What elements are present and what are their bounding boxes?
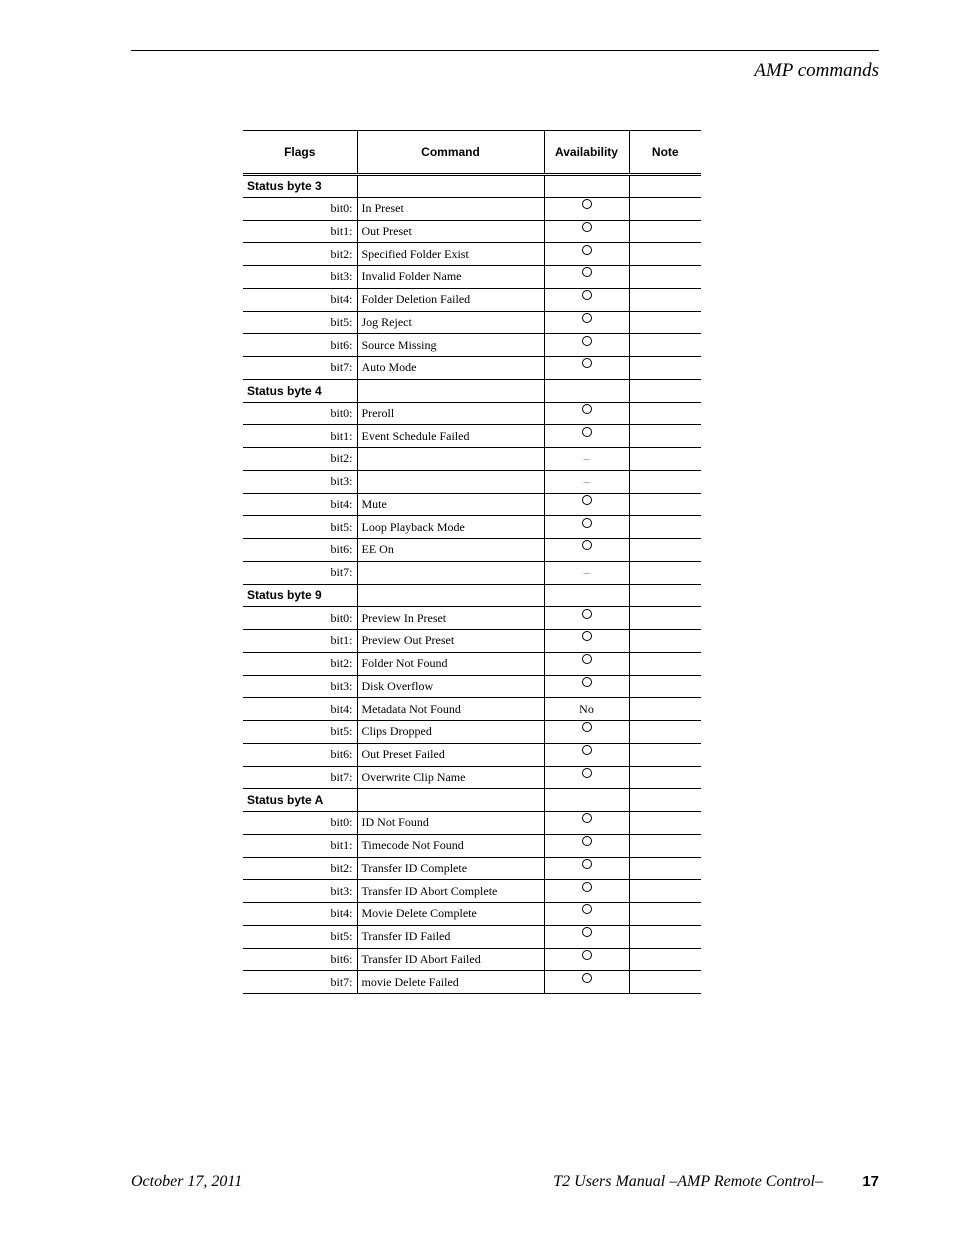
section-label: Status byte 4 <box>243 379 357 402</box>
command-cell: Movie Delete Complete <box>357 903 544 926</box>
command-cell: Out Preset Failed <box>357 743 544 766</box>
table-row <box>243 812 701 835</box>
command-cell: In Preset <box>357 197 544 220</box>
section-row <box>243 789 701 812</box>
table-row <box>243 266 701 289</box>
note-cell <box>629 675 701 698</box>
availability-cell <box>544 197 629 220</box>
table-row <box>243 766 701 789</box>
availability-cell <box>544 584 629 607</box>
table-row <box>243 675 701 698</box>
command-cell: Mute <box>357 493 544 516</box>
availability-cell <box>544 334 629 357</box>
command-cell: Transfer ID Complete <box>357 857 544 880</box>
flag-cell: bit5: <box>243 311 357 334</box>
command-cell: Source Missing <box>357 334 544 357</box>
command-cell <box>357 175 544 198</box>
availability-cell <box>544 288 629 311</box>
availability-cell <box>544 903 629 926</box>
column-header-note: Note <box>629 131 701 175</box>
command-cell: movie Delete Failed <box>357 971 544 994</box>
column-header-flags: Flags <box>243 131 357 175</box>
availability-cell <box>544 675 629 698</box>
table-row <box>243 925 701 948</box>
table-row <box>243 857 701 880</box>
availability-cell <box>544 561 629 584</box>
table-row <box>243 903 701 926</box>
command-cell: Clips Dropped <box>357 721 544 744</box>
availability-cell <box>544 311 629 334</box>
flag-cell: bit4: <box>243 698 357 721</box>
availability-cell <box>544 721 629 744</box>
available-circle-icon <box>582 722 592 732</box>
note-cell <box>629 812 701 835</box>
command-cell: Auto Mode <box>357 357 544 380</box>
flag-cell: bit3: <box>243 266 357 289</box>
table-body <box>243 175 701 994</box>
available-circle-icon <box>582 904 592 914</box>
available-circle-icon <box>582 859 592 869</box>
availability-cell <box>544 379 629 402</box>
flag-cell: bit7: <box>243 766 357 789</box>
header-rule <box>131 50 879 51</box>
column-header-command: Command <box>357 131 544 175</box>
footer-page-number: 17 <box>862 1173 879 1190</box>
flag-cell: bit6: <box>243 948 357 971</box>
note-cell <box>629 948 701 971</box>
availability-cell <box>544 607 629 630</box>
note-cell <box>629 766 701 789</box>
available-circle-icon <box>582 745 592 755</box>
footer-date: October 17, 2011 <box>131 1173 243 1190</box>
availability-cell <box>544 698 629 721</box>
flag-cell: bit3: <box>243 470 357 493</box>
table-row <box>243 539 701 562</box>
note-cell <box>629 197 701 220</box>
available-circle-icon <box>582 290 592 300</box>
availability-cell <box>544 470 629 493</box>
note-cell <box>629 516 701 539</box>
availability-cell <box>544 493 629 516</box>
note-cell <box>629 288 701 311</box>
section-row <box>243 175 701 198</box>
available-circle-icon <box>582 654 592 664</box>
flag-cell: bit2: <box>243 652 357 675</box>
section-row <box>243 379 701 402</box>
command-cell <box>357 789 544 812</box>
available-circle-icon <box>582 973 592 983</box>
available-circle-icon <box>582 245 592 255</box>
availability-cell <box>544 357 629 380</box>
command-cell: Timecode Not Found <box>357 834 544 857</box>
note-cell <box>629 880 701 903</box>
available-circle-icon <box>582 540 592 550</box>
availability-cell <box>544 880 629 903</box>
command-cell <box>357 470 544 493</box>
command-cell: Preview In Preset <box>357 607 544 630</box>
flag-cell: bit0: <box>243 402 357 425</box>
available-circle-icon <box>582 609 592 619</box>
table-row <box>243 698 701 721</box>
command-cell: Invalid Folder Name <box>357 266 544 289</box>
table-row <box>243 834 701 857</box>
availability-cell <box>544 266 629 289</box>
command-cell: ID Not Found <box>357 812 544 835</box>
availability-text: – <box>583 451 590 466</box>
available-circle-icon <box>582 427 592 437</box>
flag-cell: bit7: <box>243 357 357 380</box>
command-cell <box>357 448 544 471</box>
table-row <box>243 652 701 675</box>
note-cell <box>629 357 701 380</box>
availability-cell <box>544 971 629 994</box>
available-circle-icon <box>582 358 592 368</box>
command-cell: Loop Playback Mode <box>357 516 544 539</box>
note-cell <box>629 470 701 493</box>
available-circle-icon <box>582 404 592 414</box>
command-cell <box>357 584 544 607</box>
note-cell <box>629 584 701 607</box>
note-cell <box>629 652 701 675</box>
note-cell <box>629 379 701 402</box>
flag-cell: bit6: <box>243 334 357 357</box>
command-cell: Disk Overflow <box>357 675 544 698</box>
flag-cell: bit1: <box>243 220 357 243</box>
flag-cell: bit6: <box>243 743 357 766</box>
flag-cell: bit2: <box>243 243 357 266</box>
command-cell: Event Schedule Failed <box>357 425 544 448</box>
section-label: Status byte A <box>243 789 357 812</box>
available-circle-icon <box>582 313 592 323</box>
note-cell <box>629 721 701 744</box>
note-cell <box>629 834 701 857</box>
flag-cell: bit3: <box>243 880 357 903</box>
availability-cell <box>544 652 629 675</box>
availability-cell <box>544 220 629 243</box>
availability-cell <box>544 243 629 266</box>
availability-cell <box>544 175 629 198</box>
note-cell <box>629 220 701 243</box>
flag-cell: bit1: <box>243 425 357 448</box>
command-cell: Preview Out Preset <box>357 630 544 653</box>
table-row <box>243 357 701 380</box>
flag-cell: bit3: <box>243 675 357 698</box>
table-row <box>243 493 701 516</box>
section-label: Status byte 3 <box>243 175 357 198</box>
available-circle-icon <box>582 495 592 505</box>
table-row <box>243 561 701 584</box>
table-row <box>243 470 701 493</box>
available-circle-icon <box>582 927 592 937</box>
page-header-title: AMP commands <box>754 60 879 81</box>
available-circle-icon <box>582 199 592 209</box>
table-row <box>243 880 701 903</box>
note-cell <box>629 448 701 471</box>
note-cell <box>629 607 701 630</box>
footer-manual-title: T2 Users Manual –AMP Remote Control– <box>553 1173 823 1190</box>
table-row <box>243 971 701 994</box>
amp-status-table-container <box>243 130 701 994</box>
available-circle-icon <box>582 631 592 641</box>
table-row <box>243 288 701 311</box>
section-label: Status byte 9 <box>243 584 357 607</box>
section-row <box>243 584 701 607</box>
flag-cell: bit4: <box>243 903 357 926</box>
available-circle-icon <box>582 836 592 846</box>
note-cell <box>629 743 701 766</box>
availability-cell <box>544 948 629 971</box>
note-cell <box>629 402 701 425</box>
availability-cell <box>544 425 629 448</box>
availability-text: – <box>583 474 590 489</box>
command-cell: Transfer ID Abort Complete <box>357 880 544 903</box>
flag-cell: bit2: <box>243 448 357 471</box>
command-cell: EE On <box>357 539 544 562</box>
note-cell <box>629 925 701 948</box>
flag-cell: bit1: <box>243 630 357 653</box>
table-row <box>243 197 701 220</box>
availability-cell <box>544 925 629 948</box>
command-cell: Folder Not Found <box>357 652 544 675</box>
note-cell <box>629 425 701 448</box>
availability-text: No <box>579 701 594 716</box>
flag-cell: bit1: <box>243 834 357 857</box>
availability-cell <box>544 812 629 835</box>
available-circle-icon <box>582 768 592 778</box>
available-circle-icon <box>582 813 592 823</box>
available-circle-icon <box>582 950 592 960</box>
command-cell: Transfer ID Failed <box>357 925 544 948</box>
flag-cell: bit5: <box>243 925 357 948</box>
availability-cell <box>544 630 629 653</box>
flag-cell: bit0: <box>243 607 357 630</box>
command-cell: Preroll <box>357 402 544 425</box>
table-row <box>243 743 701 766</box>
availability-cell <box>544 857 629 880</box>
note-cell <box>629 266 701 289</box>
note-cell <box>629 493 701 516</box>
note-cell <box>629 698 701 721</box>
flag-cell: bit7: <box>243 971 357 994</box>
flag-cell: bit5: <box>243 721 357 744</box>
flag-cell: bit0: <box>243 812 357 835</box>
availability-cell <box>544 448 629 471</box>
table-row <box>243 334 701 357</box>
table-row <box>243 607 701 630</box>
flag-cell: bit6: <box>243 539 357 562</box>
table-row <box>243 402 701 425</box>
availability-cell <box>544 743 629 766</box>
column-header-availability: Availability <box>544 131 629 175</box>
table-row <box>243 220 701 243</box>
command-cell: Metadata Not Found <box>357 698 544 721</box>
available-circle-icon <box>582 518 592 528</box>
flag-cell: bit4: <box>243 493 357 516</box>
command-cell: Transfer ID Abort Failed <box>357 948 544 971</box>
note-cell <box>629 789 701 812</box>
flag-cell: bit5: <box>243 516 357 539</box>
available-circle-icon <box>582 222 592 232</box>
note-cell <box>629 903 701 926</box>
command-cell: Out Preset <box>357 220 544 243</box>
availability-cell <box>544 834 629 857</box>
command-cell: Overwrite Clip Name <box>357 766 544 789</box>
command-cell <box>357 561 544 584</box>
table-row <box>243 630 701 653</box>
table-row <box>243 516 701 539</box>
note-cell <box>629 311 701 334</box>
note-cell <box>629 630 701 653</box>
availability-cell <box>544 516 629 539</box>
flag-cell: bit7: <box>243 561 357 584</box>
availability-cell <box>544 539 629 562</box>
flag-cell: bit4: <box>243 288 357 311</box>
table-header-row <box>243 131 701 175</box>
note-cell <box>629 971 701 994</box>
command-cell: Jog Reject <box>357 311 544 334</box>
note-cell <box>629 334 701 357</box>
note-cell <box>629 243 701 266</box>
amp-status-table <box>243 130 701 994</box>
available-circle-icon <box>582 677 592 687</box>
command-cell: Specified Folder Exist <box>357 243 544 266</box>
table-row <box>243 948 701 971</box>
flag-cell: bit0: <box>243 197 357 220</box>
table-row <box>243 721 701 744</box>
note-cell <box>629 175 701 198</box>
available-circle-icon <box>582 267 592 277</box>
availability-cell <box>544 766 629 789</box>
table-row <box>243 425 701 448</box>
table-row <box>243 311 701 334</box>
availability-text: – <box>583 565 590 580</box>
table-row <box>243 448 701 471</box>
command-cell <box>357 379 544 402</box>
availability-cell <box>544 789 629 812</box>
table-row <box>243 243 701 266</box>
note-cell <box>629 539 701 562</box>
available-circle-icon <box>582 882 592 892</box>
available-circle-icon <box>582 336 592 346</box>
flag-cell: bit2: <box>243 857 357 880</box>
command-cell: Folder Deletion Failed <box>357 288 544 311</box>
availability-cell <box>544 402 629 425</box>
note-cell <box>629 857 701 880</box>
note-cell <box>629 561 701 584</box>
